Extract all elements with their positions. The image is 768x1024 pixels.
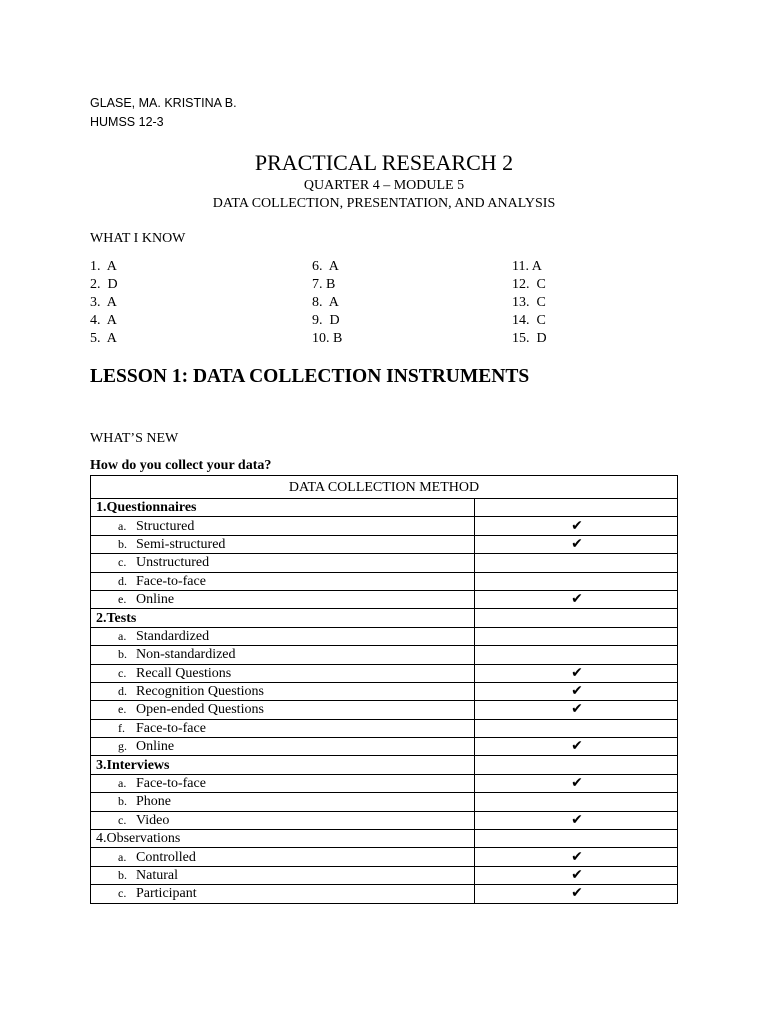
method-cell	[91, 535, 475, 553]
data-collection-method-table	[90, 475, 678, 904]
check-cell	[475, 499, 678, 517]
checkmark-icon: ✔	[571, 701, 583, 718]
check-cell	[475, 572, 678, 590]
answer-item: 14. C	[512, 313, 546, 328]
method-cell	[91, 664, 475, 682]
table-row	[91, 517, 678, 535]
item-letter: e.	[118, 702, 127, 717]
check-cell	[475, 774, 678, 792]
answers-column-2	[312, 258, 342, 348]
checkmark-icon: ✔	[571, 535, 583, 552]
check-cell	[475, 590, 678, 608]
answer-item: 13. C	[512, 295, 546, 310]
item-label: Face-to-face	[136, 720, 206, 736]
table-category-row	[91, 609, 678, 627]
table-row	[91, 866, 678, 884]
student-info	[90, 94, 237, 132]
item-letter: b.	[118, 794, 127, 809]
method-cell	[91, 866, 475, 884]
category-cell	[91, 756, 475, 774]
item-label: Online	[136, 739, 175, 755]
method-cell	[91, 701, 475, 719]
table-category-row	[91, 830, 678, 848]
check-cell	[475, 866, 678, 884]
check-cell	[475, 793, 678, 811]
student-name: GLASE, MA. KRISTINA B.	[90, 96, 237, 110]
item-letter: c.	[118, 665, 127, 680]
method-cell	[91, 848, 475, 866]
method-cell	[91, 627, 475, 645]
method-cell	[91, 554, 475, 572]
item-letter: a.	[118, 776, 127, 791]
checkmark-icon: ✔	[571, 811, 583, 828]
answer-item: 1. A	[90, 259, 117, 274]
check-cell	[475, 664, 678, 682]
document-title: PRACTICAL RESEARCH 2	[254, 150, 514, 175]
item-label: Semi-structured	[136, 536, 226, 552]
item-letter: a.	[118, 518, 127, 533]
check-cell	[475, 738, 678, 756]
method-cell	[91, 682, 475, 700]
checkmark-icon: ✔	[571, 885, 583, 902]
table-row	[91, 719, 678, 737]
answer-item: 7. B	[312, 277, 336, 292]
table-category-row	[91, 756, 678, 774]
check-cell	[475, 756, 678, 774]
table-row	[91, 885, 678, 903]
item-label: Unstructured	[136, 555, 210, 571]
collection-question: How do you collect your data?	[90, 458, 272, 473]
answer-item: 3. A	[90, 295, 117, 310]
item-letter: a.	[118, 628, 127, 643]
item-letter: e.	[118, 592, 127, 607]
checkmark-icon: ✔	[571, 867, 583, 883]
item-letter: b.	[118, 868, 127, 882]
check-cell	[475, 830, 678, 848]
table-row	[91, 701, 678, 719]
table-row	[91, 793, 678, 811]
checkmark-icon: ✔	[571, 591, 583, 608]
category-cell	[91, 499, 475, 517]
answer-item: 12. C	[512, 277, 546, 292]
method-cell	[91, 719, 475, 737]
check-cell	[475, 701, 678, 719]
check-cell	[475, 885, 678, 903]
item-label: Standardized	[136, 628, 210, 644]
category-cell	[91, 830, 475, 848]
method-cell	[91, 572, 475, 590]
item-label: Controlled	[136, 849, 196, 865]
checkmark-icon: ✔	[571, 738, 583, 755]
method-cell	[91, 646, 475, 664]
table-row	[91, 627, 678, 645]
item-letter: b.	[118, 647, 127, 662]
answer-item: 5. A	[90, 331, 117, 346]
check-cell	[475, 627, 678, 645]
category-label: 4.Observations	[96, 831, 181, 847]
check-cell	[475, 811, 678, 829]
check-cell	[475, 682, 678, 700]
item-label: Non-standardized	[136, 647, 236, 663]
item-label: Recognition Questions	[136, 684, 264, 700]
table-row	[91, 554, 678, 572]
item-letter: a.	[118, 849, 127, 864]
check-cell	[475, 848, 678, 866]
item-letter: c.	[118, 886, 127, 901]
table-row	[91, 646, 678, 664]
item-label: Online	[136, 592, 175, 608]
method-cell	[91, 517, 475, 535]
checkmark-icon: ✔	[571, 775, 583, 792]
student-section: HUMSS 12-3	[90, 115, 164, 129]
table-header: DATA COLLECTION METHOD	[91, 476, 678, 499]
item-label: Recall Questions	[136, 665, 232, 681]
table-row	[91, 682, 678, 700]
answer-item: 2. D	[90, 277, 118, 292]
table-category-row	[91, 499, 678, 517]
item-letter: b.	[118, 536, 127, 551]
document-topic: DATA COLLECTION, PRESENTATION, AND ANALYSIS	[212, 196, 556, 211]
checkmark-icon: ✔	[571, 517, 583, 534]
what-i-know-heading: WHAT I KNOW	[90, 231, 186, 246]
checkmark-icon: ✔	[571, 664, 583, 681]
item-letter: d.	[118, 684, 127, 699]
quarter-module: QUARTER 4 – MODULE 5	[303, 178, 465, 193]
answer-item: 9. D	[312, 313, 340, 328]
answer-item: 15. D	[512, 331, 547, 346]
checkmark-icon: ✔	[571, 848, 583, 865]
answer-item: 4. A	[90, 313, 117, 328]
item-label: Structured	[136, 518, 195, 534]
item-letter: d.	[118, 573, 127, 588]
method-cell	[91, 590, 475, 608]
lesson-title: LESSON 1: DATA COLLECTION INSTRUMENTS	[90, 366, 530, 387]
method-cell	[91, 811, 475, 829]
item-letter: f.	[118, 720, 125, 735]
method-cell	[91, 885, 475, 903]
table-row	[91, 572, 678, 590]
answers-column-3	[512, 258, 547, 348]
table-row	[91, 738, 678, 756]
whats-new-heading: WHAT’S NEW	[90, 431, 179, 446]
table-row	[91, 590, 678, 608]
item-letter: c.	[118, 555, 127, 570]
item-label: Open-ended Questions	[136, 702, 264, 718]
table-row	[91, 848, 678, 866]
item-letter: g.	[118, 739, 127, 754]
method-cell	[91, 738, 475, 756]
answer-item: 10. B	[312, 331, 343, 346]
method-cell	[91, 793, 475, 811]
item-label: Phone	[136, 794, 171, 810]
answer-item: 11. A	[512, 259, 542, 274]
checkmark-icon: ✔	[571, 683, 583, 700]
check-cell	[475, 517, 678, 535]
item-label: Video	[136, 812, 170, 828]
item-letter: c.	[118, 812, 127, 827]
answer-item: 6. A	[312, 259, 339, 274]
check-cell	[475, 554, 678, 572]
table-row	[91, 535, 678, 553]
category-label: 2.Tests	[96, 610, 137, 626]
table-row	[91, 811, 678, 829]
category-label: 3.Interviews	[96, 757, 170, 773]
check-cell	[475, 719, 678, 737]
table-header-row	[91, 476, 678, 499]
item-label: Face-to-face	[136, 573, 206, 589]
item-label: Face-to-face	[136, 776, 206, 792]
table-row	[91, 664, 678, 682]
category-label: 1.Questionnaires	[96, 500, 197, 516]
check-cell	[475, 609, 678, 627]
item-label: Natural	[136, 868, 178, 883]
table-row	[91, 774, 678, 792]
item-label: Participant	[136, 886, 197, 902]
answers-column-1	[90, 258, 118, 348]
method-cell	[91, 774, 475, 792]
answer-item: 8. A	[312, 295, 339, 310]
category-cell	[91, 609, 475, 627]
check-cell	[475, 646, 678, 664]
check-cell	[475, 535, 678, 553]
